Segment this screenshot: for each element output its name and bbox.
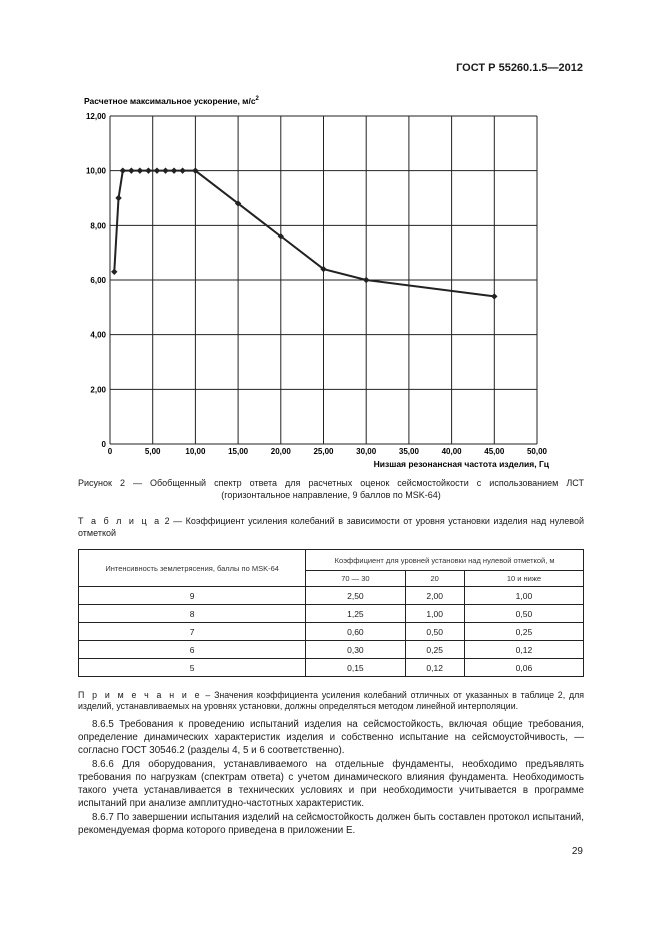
data-point [363, 277, 369, 283]
note-label: П р и м е ч а н и е [78, 690, 202, 700]
table-note [78, 690, 584, 712]
page-number: 29 [571, 846, 583, 857]
chart-grid [110, 116, 537, 444]
sub-col-20: 20 [405, 571, 464, 587]
x-tick-label: 35,00 [398, 447, 419, 456]
y-tick-label: 0 [101, 440, 106, 449]
data-point [491, 293, 497, 299]
tick-labels [86, 112, 548, 456]
cell-value: 0,25 [464, 623, 583, 641]
y-tick-label: 8,00 [90, 221, 106, 231]
cell-value: 0,50 [405, 623, 464, 641]
table-title-prefix: Т а б л и ц а [78, 516, 162, 526]
x-tick-label: 45,00 [484, 447, 505, 456]
cell-value: 1,25 [306, 605, 405, 623]
x-tick-label: 50,00 [526, 447, 548, 456]
cell-value: 0,25 [405, 641, 464, 659]
data-point [162, 167, 168, 173]
figure-caption: Рисунок 2 — Обобщенный спектр ответа для расчетных оценок сейсмостойкости с использованием ЛСТ (горизонтальное направление, 9 баллов по MSK-64) [78, 478, 584, 500]
cell-value: 0,12 [464, 641, 583, 659]
cell-value: 2,00 [405, 587, 464, 605]
document-code: ГОСТ Р 55260.1.5—2012 [456, 62, 583, 74]
data-point [115, 195, 121, 201]
body-text [78, 718, 584, 838]
paragraph-8-6-5: 8.6.5 Требования к проведению испытаний изделия на сейсмостойкость, включая общие требования, определение динамических характеристик изделия и собственно испытание на сейсмоустойчивость, — согласно ГОСТ 30546.2 (разделы 4, 5 и 6 соответственно). [78, 719, 584, 756]
x-tick-label: 40,00 [441, 447, 462, 456]
table-title-text: 2 — Коэффициент усиления колебаний в зависимости от уровня установки изделия над нулевой отметкой [78, 516, 584, 538]
data-point [171, 167, 177, 173]
table-row [79, 623, 584, 641]
x-tick-label: 25,00 [313, 447, 334, 456]
paragraph-8-6-6: 8.6.6 Для оборудования, устанавливаемого на отдельные фундаменты, необходимо предъявлять требования по нагрузкам (спектрам ответа) с учетом динамического влияния фундамента. Необходимость такого учета устанавливается в технических условиях и при необходимости учитывается в программе испытаний при анализе амплитудно-частотных характеристик. [78, 759, 584, 809]
table-row [79, 587, 584, 605]
sub-col-70-30: 70 — 30 [306, 571, 405, 587]
cell-value: 0,50 [464, 605, 583, 623]
x-tick-label: 20,00 [270, 447, 291, 456]
cell-intensity: 6 [79, 641, 306, 659]
x-tick-label: 0 [107, 447, 113, 456]
data-point [145, 167, 151, 173]
table-title [78, 515, 584, 539]
cell-value: 0,12 [405, 659, 464, 677]
spectrum-line [114, 171, 494, 297]
cell-value: 0,30 [306, 641, 405, 659]
cell-intensity: 5 [79, 659, 306, 677]
data-point [120, 167, 126, 173]
x-tick-label: 15,00 [228, 447, 249, 456]
cell-intensity: 9 [79, 587, 306, 605]
cell-value: 1,00 [464, 587, 583, 605]
cell-value: 0,60 [306, 623, 405, 641]
y-tick-label: 2,00 [90, 385, 106, 395]
cell-value: 2,50 [306, 587, 405, 605]
data-point [154, 167, 160, 173]
data-point [128, 167, 134, 173]
table-row [79, 605, 584, 623]
x-axis-title: Низшая резонансная частота изделия, Гц [373, 459, 549, 469]
cell-intensity: 7 [79, 623, 306, 641]
y-tick-label: 6,00 [90, 276, 106, 285]
x-tick-label: 5,00 [144, 447, 161, 456]
y-tick-label: 4,00 [90, 330, 106, 340]
note-text: – Значения коэффициента усиления колебаний отличных от указанных в таблице 2, для изделий, устанавливаемых на уровнях установки, должны определяться методом линейной интерполяции. [78, 690, 584, 711]
cell-value: 0,06 [464, 659, 583, 677]
cell-value: 1,00 [405, 605, 464, 623]
data-point [111, 269, 117, 275]
x-tick-label: 30,00 [356, 447, 377, 456]
y-axis-title: Расчетное максимальное ускорение, $м/с^2$ [84, 96, 259, 106]
cell-intensity: 8 [79, 605, 306, 623]
data-point [179, 167, 185, 173]
col-group-header: Коэффициент для уровней установки над нулевой отметкой, м [306, 550, 584, 571]
y-tick-label: 10,00 [85, 166, 106, 176]
cell-value: 0,15 [306, 659, 405, 677]
amplification-table [78, 549, 584, 677]
x-tick-label: 10,00 [185, 447, 206, 456]
col-intensity-header: Интенсивность землетрясения, баллы по MSK-64 [79, 550, 306, 587]
paragraph-8-6-7: 8.6.7 По завершении испытания изделий на сейсмостойкость должен быть составлен протокол испытаний, рекомендуемая форма которого приведена в приложении Е. [78, 812, 584, 836]
y-tick-label: 12,00 [85, 112, 106, 121]
sub-col-10-below: 10 и ниже [464, 571, 583, 587]
table-row [79, 641, 584, 659]
table-row [79, 659, 584, 677]
data-point [137, 167, 143, 173]
